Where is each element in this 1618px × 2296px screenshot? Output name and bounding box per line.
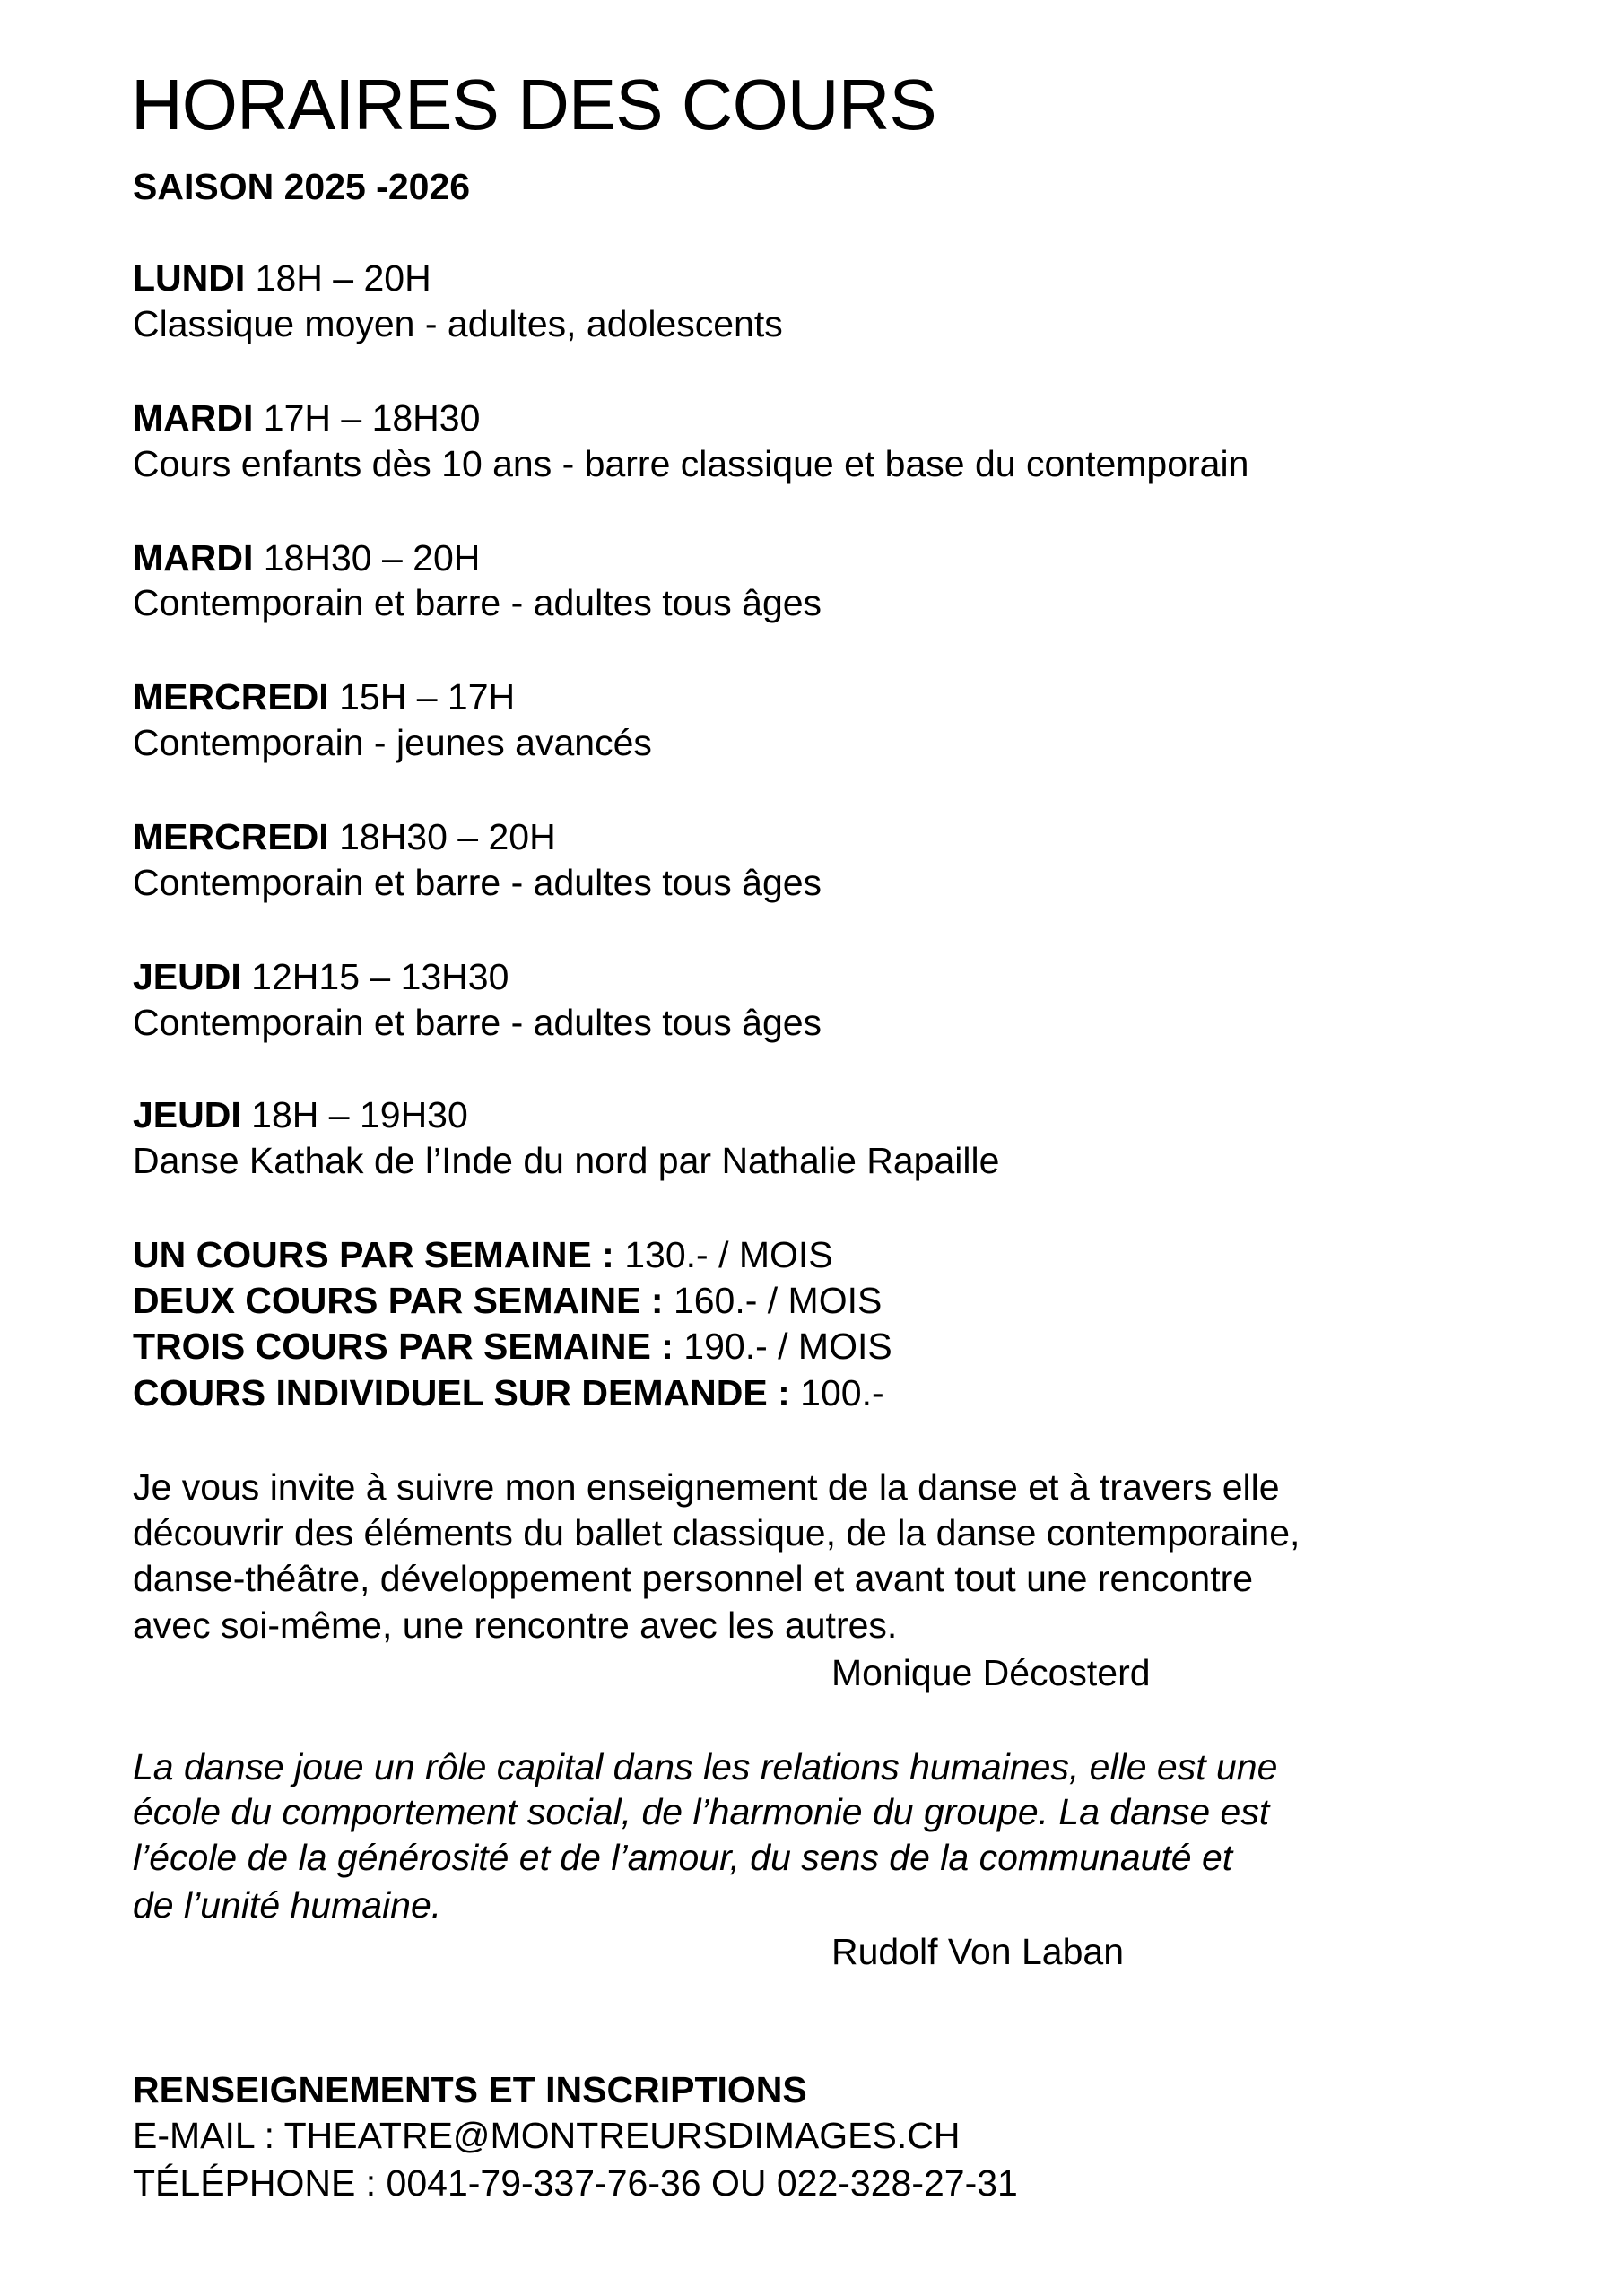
quote-line: école du comportement social, de l’harmonie du groupe. La danse est xyxy=(133,1791,1270,1832)
schedule-day-2: MARDI 17H – 18H30 xyxy=(133,397,481,439)
schedule-desc-2: Cours enfants dès 10 ans - barre classique et base du contemporain xyxy=(133,443,1249,484)
price-3: TROIS COURS PAR SEMAINE : 190.- / MOIS xyxy=(133,1326,892,1367)
schedule-day-7: JEUDI 18H – 19H30 xyxy=(133,1094,468,1135)
contact-heading: RENSEIGNEMENTS ET INSCRIPTIONS xyxy=(133,2069,807,2110)
quote-line: l’école de la générosité et de l’amour, du sens de la communauté et xyxy=(133,1837,1233,1878)
contact-email: E-MAIL : THEATRE@MONTREURSDIMAGES.CH xyxy=(133,2115,961,2156)
invitation-line: avec soi-même, une rencontre avec les autres. xyxy=(133,1605,898,1646)
schedule-desc-5: Contemporain et barre - adultes tous âges xyxy=(133,862,822,903)
contact-phone: TÉLÉPHONE : 0041-79-337-76-36 OU 022-328-27-31 xyxy=(133,2162,1018,2204)
invitation-line: danse-théâtre, développement personnel et avant tout une rencontre xyxy=(133,1558,1254,1599)
email-link[interactable]: THEATRE@MONTREURSDIMAGES.CH xyxy=(283,2115,961,2156)
invitation-line: découvrir des éléments du ballet classique, de la danse contemporaine, xyxy=(133,1512,1300,1553)
phone-numbers[interactable]: 0041-79-337-76-36 OU 022-328-27-31 xyxy=(386,2162,1018,2204)
schedule-day-3: MARDI 18H30 – 20H xyxy=(133,537,481,578)
invitation-line: Je vous invite à suivre mon enseignement de la danse et à travers elle xyxy=(133,1466,1280,1508)
schedule-desc-6: Contemporain et barre - adultes tous âges xyxy=(133,1002,822,1043)
schedule-day-1: LUNDI 18H – 20H xyxy=(133,257,431,299)
schedule-day-5: MERCREDI 18H30 – 20H xyxy=(133,816,556,857)
schedule-desc-7: Danse Kathak de l’Inde du nord par Nathalie Rapaille xyxy=(133,1140,1000,1181)
quote-line: de l’unité humaine. xyxy=(133,1884,442,1926)
schedule-desc-4: Contemporain - jeunes avancés xyxy=(133,722,652,763)
schedule-day-4: MERCREDI 15H – 17H xyxy=(133,676,516,718)
season-label: SAISON 2025 -2026 xyxy=(133,166,471,207)
price-4: COURS INDIVIDUEL SUR DEMANDE : 100.- xyxy=(133,1372,884,1413)
quote-author: Rudolf Von Laban xyxy=(831,1931,1124,1972)
price-1: UN COURS PAR SEMAINE : 130.- / MOIS xyxy=(133,1234,833,1275)
schedule-desc-3: Contemporain et barre - adultes tous âges xyxy=(133,582,822,623)
schedule-day-6: JEUDI 12H15 – 13H30 xyxy=(133,956,509,997)
invitation-author: Monique Décosterd xyxy=(831,1652,1151,1693)
price-2: DEUX COURS PAR SEMAINE : 160.- / MOIS xyxy=(133,1280,883,1321)
schedule-desc-1: Classique moyen - adultes, adolescents xyxy=(133,303,783,344)
quote-line: La danse joue un rôle capital dans les relations humaines, elle est une xyxy=(133,1746,1278,1787)
page-title: HORAIRES DES COURS xyxy=(131,65,936,144)
